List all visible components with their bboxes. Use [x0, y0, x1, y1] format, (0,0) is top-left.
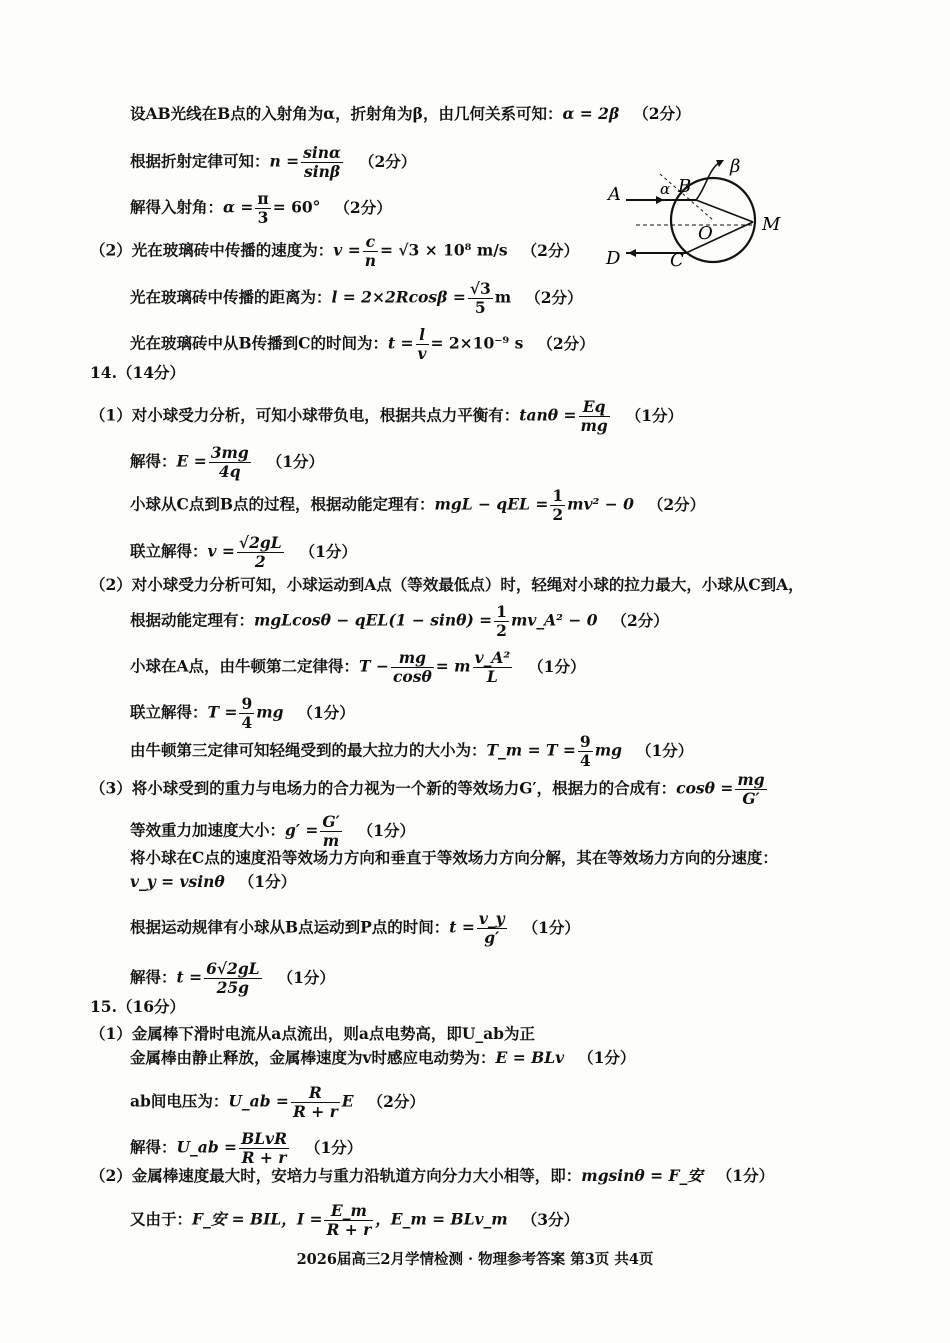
p14-line-r1: （3）将小球受到的重力与电场力的合力视为一个新的等效场力G′，根据力的合成有：cosθ = $\frac{mg}{G'}$: [90, 770, 765, 808]
optics-diagram: [598, 150, 798, 270]
p15-line-t2: 又由于：F_安 = BIL，I = $\frac{E\_m}{R + r}$ ，E_m = BLv_m （3分）: [130, 1201, 579, 1239]
p14-line-q4: 联立解得：T = $\frac{9}{4}$ mg （1分）: [130, 694, 355, 732]
p13-line-refraction-law: 根据折射定律可知：n = $\frac{\sin\alpha}{\sin\beta}$ （2分）: [130, 143, 417, 181]
p14-line-r3: 将小球在C点的速度沿等效场力方向和垂直于等效场力方向分解，其在等效场力方向的分速度：: [130, 848, 778, 867]
p14-line-r2: 等效重力加速度大小：g′ = $\frac{G'}{m}$ （1分）: [130, 812, 415, 850]
p15-line-s1: （1）金属棒下滑时电流从a点流出，则a点电势高，即U_ab为正: [90, 1024, 536, 1043]
p14-line-q2: 根据动能定理有：mgLcosθ − qEL(1 − sinθ) = $\frac{1}{2}$ mv_A² − 0 （2分）: [130, 602, 669, 640]
p14-line-r6: 解得：t = $\frac{6√2gL}{25g}$ （1分）: [130, 959, 335, 997]
label-alpha: α: [660, 180, 671, 198]
p15-line-t1: （2）金属棒速度最大时，安培力与重力沿轨道方向分力大小相等，即：mgsinθ = F_安 （1分）: [90, 1166, 775, 1185]
label-O: O: [698, 223, 713, 244]
p15-line-s4: 解得：U_ab = $\frac{\text{BLvR}}{R + r}$ （1分）: [130, 1129, 363, 1167]
ray-arrow-icon: [628, 249, 636, 257]
label-A: A: [608, 184, 621, 205]
label-beta: β: [730, 156, 741, 177]
p14-line-4: 联立解得：v = $\frac{√2gL}{2}$ （1分）: [130, 533, 357, 571]
p15-line-s3: ab间电压为：U_ab = $\frac{R}{R + r}$ E （2分）: [130, 1083, 425, 1121]
p14-line-r5: 根据运动规律有小球从B点运动到P点的时间：t = $\frac{v\_y}{g'}$ （1分）: [130, 909, 580, 947]
p13-line-speed: （2）光在玻璃砖中传播的速度为：v = $\frac{c}{n}$ = √3 × 10⁸ m/s （2分）: [90, 232, 579, 270]
p14-line-r4: v_y = vsinθ （1分）: [130, 872, 297, 891]
ray-BM: [696, 200, 753, 222]
p14-line-1: （1）对小球受力分析，可知小球带负电，根据共点力平衡有：tanθ = $\frac{Eq}{mg}$ （1分）: [90, 397, 684, 435]
p14-part2-intro: （2）对小球受力分析可知，小球运动到A点（等效最低点）时，轻绳对小球的拉力最大，小球从C到A，: [90, 575, 804, 594]
p14-line-q5: 由牛顿第三定律可知轻绳受到的最大拉力的大小为：T_m = T = $\frac{9}{4}$ mg （1分）: [130, 732, 694, 770]
p15-line-s2: 金属棒由静止释放，金属棒速度为v时感应电动势为：E = BLv （1分）: [130, 1048, 636, 1067]
label-D: D: [606, 248, 621, 269]
p14-header: 14.（14分）: [90, 363, 186, 382]
p13-line-angles: 设AB光线在B点的入射角为α，折射角为β，由几何关系可知：α = 2β （2分）: [130, 104, 691, 123]
p13-line-incident-angle: 解得入射角：α = $\frac{\pi}{3}$ = 60° （2分）: [130, 189, 392, 227]
label-B: B: [678, 176, 692, 197]
p13-line-time: 光在玻璃砖中从B传播到C的时间为：t = $\frac{l}{v}$ = 2×10⁻⁹ s （2分）: [130, 325, 595, 363]
p15-header: 15.（16分）: [90, 997, 186, 1016]
page-footer: 2026届高三2月学情检测 · 物理参考答案 第3页 共4页: [296, 1251, 654, 1268]
label-M: M: [762, 214, 781, 235]
p14-line-q3: 小球在A点，由牛顿第二定律得：T − $\frac{mg}{\cos\theta}$ = m $\frac{\text{v\_A²}}{L}$ （1分）: [130, 648, 586, 686]
label-C: C: [670, 250, 684, 270]
p13-line-distance: 光在玻璃砖中传播的距离为：l = 2×2Rcosβ = $\frac{√3}{5}$ m （2分）: [130, 279, 583, 317]
p14-line-2: 解得：E = $\frac{3mg}{4q}$ （1分）: [130, 443, 325, 481]
p14-line-3: 小球从C点到B点的过程，根据动能定理有：mgL − qEL = $\frac{1}{2}$ mv² − 0 （2分）: [130, 486, 706, 524]
